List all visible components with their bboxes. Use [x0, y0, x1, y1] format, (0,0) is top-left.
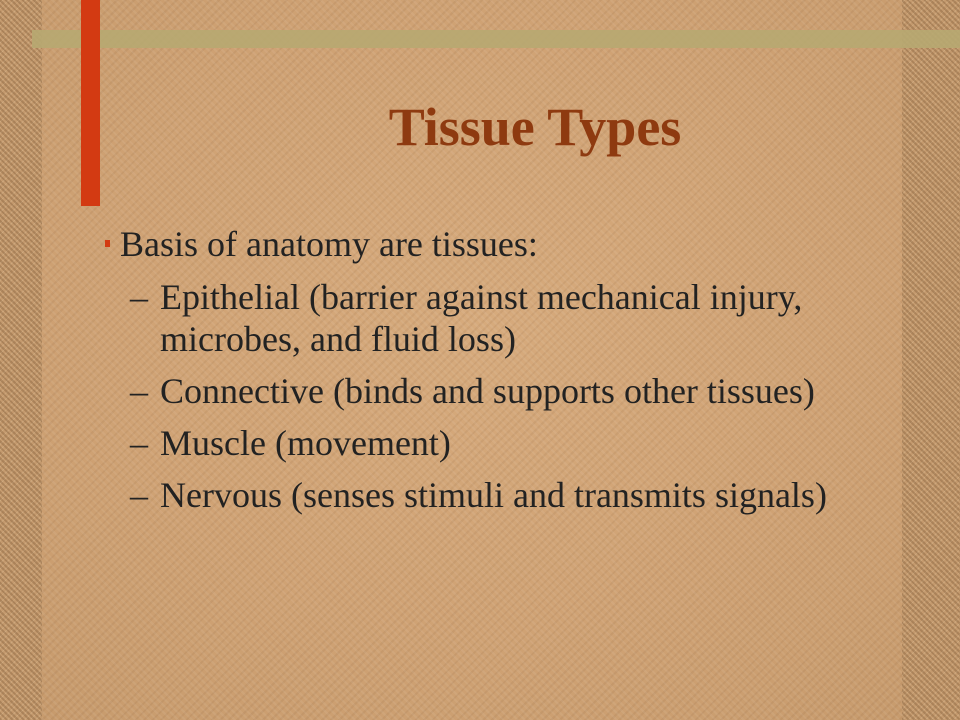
sub-bullet-item	[110, 276, 830, 360]
left-texture-border	[0, 0, 42, 720]
sub-bullet-list	[110, 276, 830, 516]
vertical-accent-bar	[81, 0, 100, 206]
sub-bullet-item	[110, 422, 830, 464]
dash-marker: –	[130, 277, 148, 317]
slide-content	[110, 222, 830, 526]
sub-bullet-text: Connective (binds and supports other tissues)	[160, 371, 815, 411]
sub-bullet-item	[110, 474, 830, 516]
bullet-square-icon	[105, 240, 110, 247]
sub-bullet-text: Muscle (movement)	[160, 423, 451, 463]
sub-bullet-text: Nervous (senses stimuli and transmits signals)	[160, 475, 827, 515]
slide-title: Tissue Types	[388, 97, 682, 157]
right-texture-border	[902, 0, 960, 720]
main-bullet-text: Basis of anatomy are tissues:	[120, 224, 538, 264]
horizontal-accent-bar	[32, 30, 960, 48]
dash-marker: –	[130, 475, 148, 515]
sub-bullet-text: Epithelial (barrier against mechanical injury, microbes, and fluid loss)	[160, 277, 803, 359]
main-bullet	[110, 222, 830, 266]
dash-marker: –	[130, 371, 148, 411]
sub-bullet-item	[110, 370, 830, 412]
dash-marker: –	[130, 423, 148, 463]
